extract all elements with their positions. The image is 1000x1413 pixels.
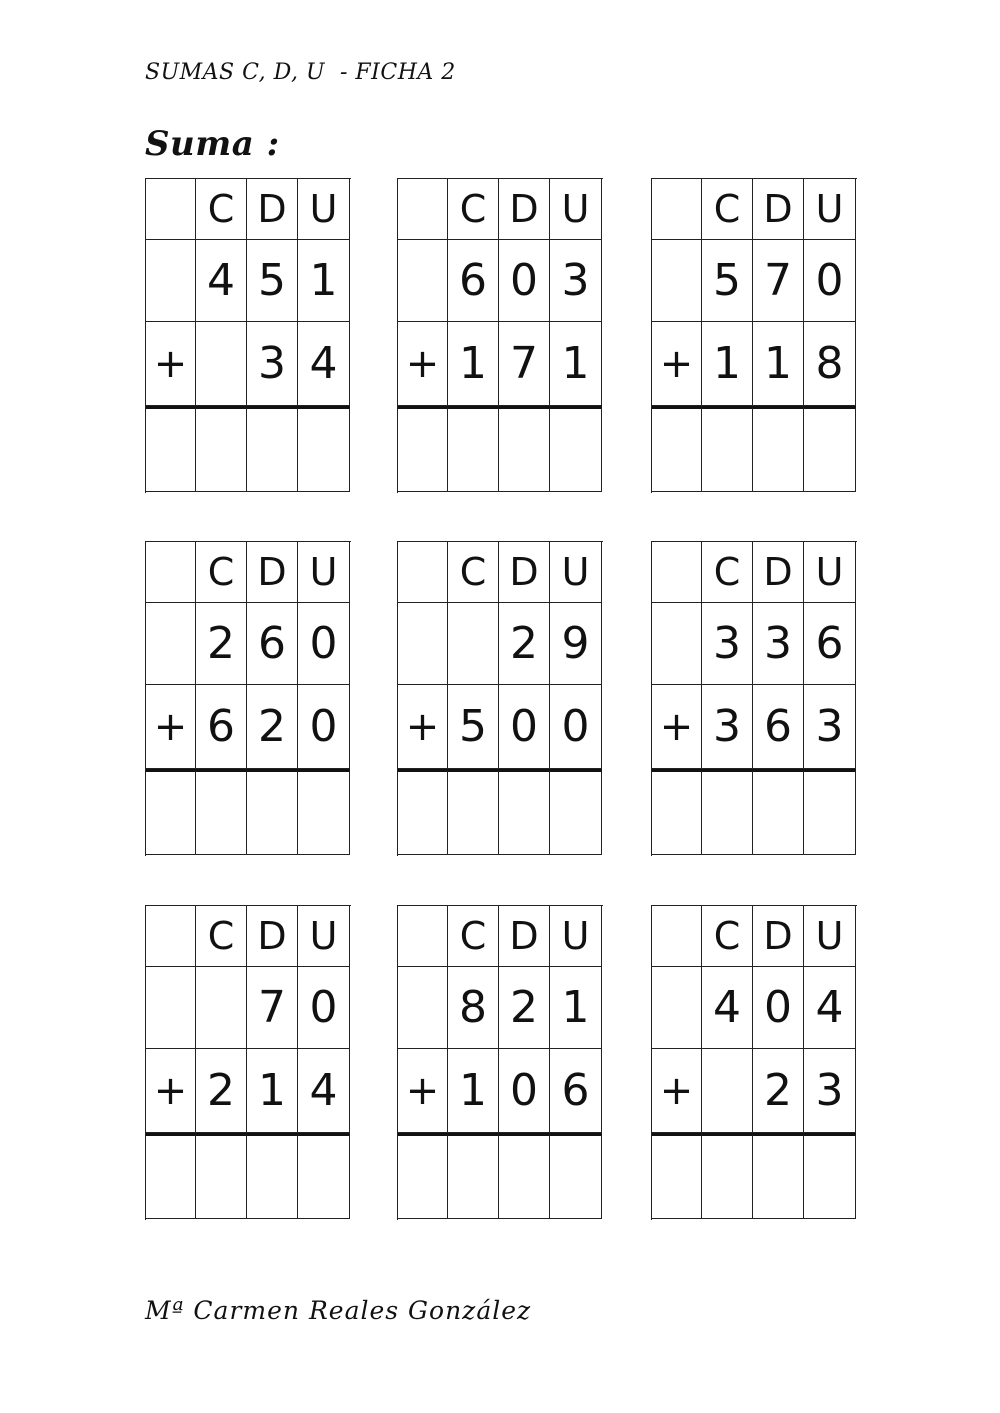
place-value-header-d: D xyxy=(499,906,550,967)
top-addend-digit: 1 xyxy=(298,240,350,322)
bottom-addend-digit: 3 xyxy=(702,685,753,769)
answer-digit-cell[interactable] xyxy=(753,769,804,855)
place-value-header-blank xyxy=(146,542,196,603)
bottom-addend-digit: 2 xyxy=(196,1049,247,1133)
place-value-header-d: D xyxy=(247,906,298,967)
top-addend-digit: 2 xyxy=(499,603,550,685)
answer-digit-cell[interactable] xyxy=(550,769,602,855)
answer-digit-cell[interactable] xyxy=(753,406,804,492)
bottom-addend-digit: 5 xyxy=(448,685,499,769)
place-value-header-u: U xyxy=(298,179,350,240)
answer-digit-cell[interactable] xyxy=(804,769,856,855)
top-addend-digit: 0 xyxy=(298,967,350,1049)
place-value-header-blank xyxy=(652,542,702,603)
place-value-header-d: D xyxy=(247,179,298,240)
top-addend-digit: 5 xyxy=(247,240,298,322)
place-value-header-u: U xyxy=(804,906,856,967)
top-addend-digit: 0 xyxy=(804,240,856,322)
answer-digit-cell[interactable] xyxy=(499,406,550,492)
place-value-header-c: C xyxy=(702,906,753,967)
operator-blank xyxy=(146,967,196,1049)
operator-blank xyxy=(146,603,196,685)
top-addend-digit: 0 xyxy=(499,240,550,322)
answer-digit-cell[interactable] xyxy=(753,1133,804,1219)
bottom-addend-digit: 2 xyxy=(753,1049,804,1133)
addition-problem-2 xyxy=(397,178,603,493)
top-addend-digit: 6 xyxy=(804,603,856,685)
operator-blank xyxy=(398,240,448,322)
bottom-addend-digit: 1 xyxy=(448,322,499,406)
operator-blank xyxy=(652,240,702,322)
bottom-addend-digit: 0 xyxy=(499,685,550,769)
bottom-addend-digit: 1 xyxy=(702,322,753,406)
place-value-header-blank xyxy=(146,179,196,240)
answer-digit-cell[interactable] xyxy=(247,406,298,492)
answer-digit-cell[interactable] xyxy=(550,406,602,492)
answer-blank-cell xyxy=(398,406,448,492)
place-value-header-blank xyxy=(652,906,702,967)
bottom-addend-digit: 1 xyxy=(753,322,804,406)
operator-blank xyxy=(146,240,196,322)
bottom-addend-digit: 7 xyxy=(499,322,550,406)
plus-sign: + xyxy=(146,322,196,406)
author-name: Mª Carmen Reales González xyxy=(145,1296,532,1325)
top-addend-digit xyxy=(448,603,499,685)
answer-blank-cell xyxy=(652,1133,702,1219)
addition-problem-8 xyxy=(397,905,603,1220)
plus-sign: + xyxy=(146,685,196,769)
answer-digit-cell[interactable] xyxy=(499,1133,550,1219)
answer-digit-cell[interactable] xyxy=(298,406,350,492)
answer-digit-cell[interactable] xyxy=(247,769,298,855)
place-value-header-u: U xyxy=(804,542,856,603)
place-value-header-u: U xyxy=(804,179,856,240)
bottom-addend-digit: 3 xyxy=(804,685,856,769)
top-addend-digit: 6 xyxy=(448,240,499,322)
top-addend-digit: 5 xyxy=(702,240,753,322)
addition-problem-4 xyxy=(145,541,351,856)
place-value-header-d: D xyxy=(247,542,298,603)
answer-blank-cell xyxy=(398,1133,448,1219)
bottom-addend-digit: 1 xyxy=(247,1049,298,1133)
answer-digit-cell[interactable] xyxy=(804,1133,856,1219)
place-value-header-blank xyxy=(398,179,448,240)
top-addend-digit: 2 xyxy=(499,967,550,1049)
top-addend-digit: 7 xyxy=(753,240,804,322)
bottom-addend-digit: 3 xyxy=(247,322,298,406)
answer-digit-cell[interactable] xyxy=(550,1133,602,1219)
answer-digit-cell[interactable] xyxy=(499,769,550,855)
addition-problem-6 xyxy=(651,541,857,856)
answer-digit-cell[interactable] xyxy=(448,406,499,492)
top-addend-digit: 4 xyxy=(702,967,753,1049)
place-value-header-d: D xyxy=(499,542,550,603)
plus-sign: + xyxy=(146,1049,196,1133)
answer-blank-cell xyxy=(652,769,702,855)
top-addend-digit xyxy=(196,967,247,1049)
answer-blank-cell xyxy=(146,406,196,492)
top-addend-digit: 2 xyxy=(196,603,247,685)
operator-blank xyxy=(398,967,448,1049)
answer-blank-cell xyxy=(652,406,702,492)
place-value-header-d: D xyxy=(753,906,804,967)
answer-digit-cell[interactable] xyxy=(247,1133,298,1219)
top-addend-digit: 3 xyxy=(702,603,753,685)
answer-digit-cell[interactable] xyxy=(804,406,856,492)
bottom-addend-digit: 6 xyxy=(753,685,804,769)
place-value-header-u: U xyxy=(550,906,602,967)
place-value-header-u: U xyxy=(298,542,350,603)
plus-sign: + xyxy=(652,685,702,769)
worksheet-header: SUMAS C, D, U - FICHA 2 xyxy=(145,60,456,85)
addition-problem-9 xyxy=(651,905,857,1220)
answer-blank-cell xyxy=(146,769,196,855)
bottom-addend-digit: 6 xyxy=(550,1049,602,1133)
bottom-addend-digit: 2 xyxy=(247,685,298,769)
bottom-addend-digit: 1 xyxy=(550,322,602,406)
addition-problem-5 xyxy=(397,541,603,856)
place-value-header-c: C xyxy=(448,179,499,240)
operator-blank xyxy=(652,967,702,1049)
bottom-addend-digit: 0 xyxy=(550,685,602,769)
place-value-header-blank xyxy=(398,906,448,967)
top-addend-digit: 4 xyxy=(196,240,247,322)
place-value-header-u: U xyxy=(550,179,602,240)
bottom-addend-digit xyxy=(196,322,247,406)
top-addend-digit: 1 xyxy=(550,967,602,1049)
plus-sign: + xyxy=(398,1049,448,1133)
place-value-header-blank xyxy=(398,542,448,603)
place-value-header-c: C xyxy=(702,179,753,240)
place-value-header-d: D xyxy=(499,179,550,240)
place-value-header-u: U xyxy=(550,542,602,603)
answer-digit-cell[interactable] xyxy=(702,1133,753,1219)
addition-problem-1 xyxy=(145,178,351,493)
answer-digit-cell[interactable] xyxy=(702,406,753,492)
top-addend-digit: 8 xyxy=(448,967,499,1049)
bottom-addend-digit: 0 xyxy=(499,1049,550,1133)
operator-blank xyxy=(652,603,702,685)
addition-problem-3 xyxy=(651,178,857,493)
bottom-addend-digit: 8 xyxy=(804,322,856,406)
top-addend-digit: 6 xyxy=(247,603,298,685)
bottom-addend-digit xyxy=(702,1049,753,1133)
place-value-header-u: U xyxy=(298,906,350,967)
place-value-header-c: C xyxy=(196,542,247,603)
answer-digit-cell[interactable] xyxy=(196,1133,247,1219)
answer-digit-cell[interactable] xyxy=(448,1133,499,1219)
top-addend-digit: 0 xyxy=(298,603,350,685)
top-addend-digit: 0 xyxy=(753,967,804,1049)
answer-digit-cell[interactable] xyxy=(448,769,499,855)
plus-sign: + xyxy=(398,322,448,406)
answer-digit-cell[interactable] xyxy=(196,406,247,492)
answer-digit-cell[interactable] xyxy=(298,769,350,855)
place-value-header-d: D xyxy=(753,179,804,240)
operator-blank xyxy=(398,603,448,685)
worksheet-heading: Suma : xyxy=(145,124,280,164)
bottom-addend-digit: 4 xyxy=(298,1049,350,1133)
answer-digit-cell[interactable] xyxy=(298,1133,350,1219)
top-addend-digit: 3 xyxy=(753,603,804,685)
place-value-header-blank xyxy=(146,906,196,967)
place-value-header-c: C xyxy=(448,542,499,603)
place-value-header-c: C xyxy=(196,179,247,240)
top-addend-digit: 9 xyxy=(550,603,602,685)
place-value-header-c: C xyxy=(702,542,753,603)
top-addend-digit: 7 xyxy=(247,967,298,1049)
top-addend-digit: 3 xyxy=(550,240,602,322)
answer-blank-cell xyxy=(398,769,448,855)
place-value-header-c: C xyxy=(448,906,499,967)
place-value-header-c: C xyxy=(196,906,247,967)
bottom-addend-digit: 0 xyxy=(298,685,350,769)
bottom-addend-digit: 6 xyxy=(196,685,247,769)
answer-digit-cell[interactable] xyxy=(196,769,247,855)
place-value-header-blank xyxy=(652,179,702,240)
top-addend-digit: 4 xyxy=(804,967,856,1049)
plus-sign: + xyxy=(398,685,448,769)
answer-digit-cell[interactable] xyxy=(702,769,753,855)
bottom-addend-digit: 3 xyxy=(804,1049,856,1133)
place-value-header-d: D xyxy=(753,542,804,603)
answer-blank-cell xyxy=(146,1133,196,1219)
plus-sign: + xyxy=(652,322,702,406)
addition-problem-7 xyxy=(145,905,351,1220)
bottom-addend-digit: 1 xyxy=(448,1049,499,1133)
plus-sign: + xyxy=(652,1049,702,1133)
bottom-addend-digit: 4 xyxy=(298,322,350,406)
